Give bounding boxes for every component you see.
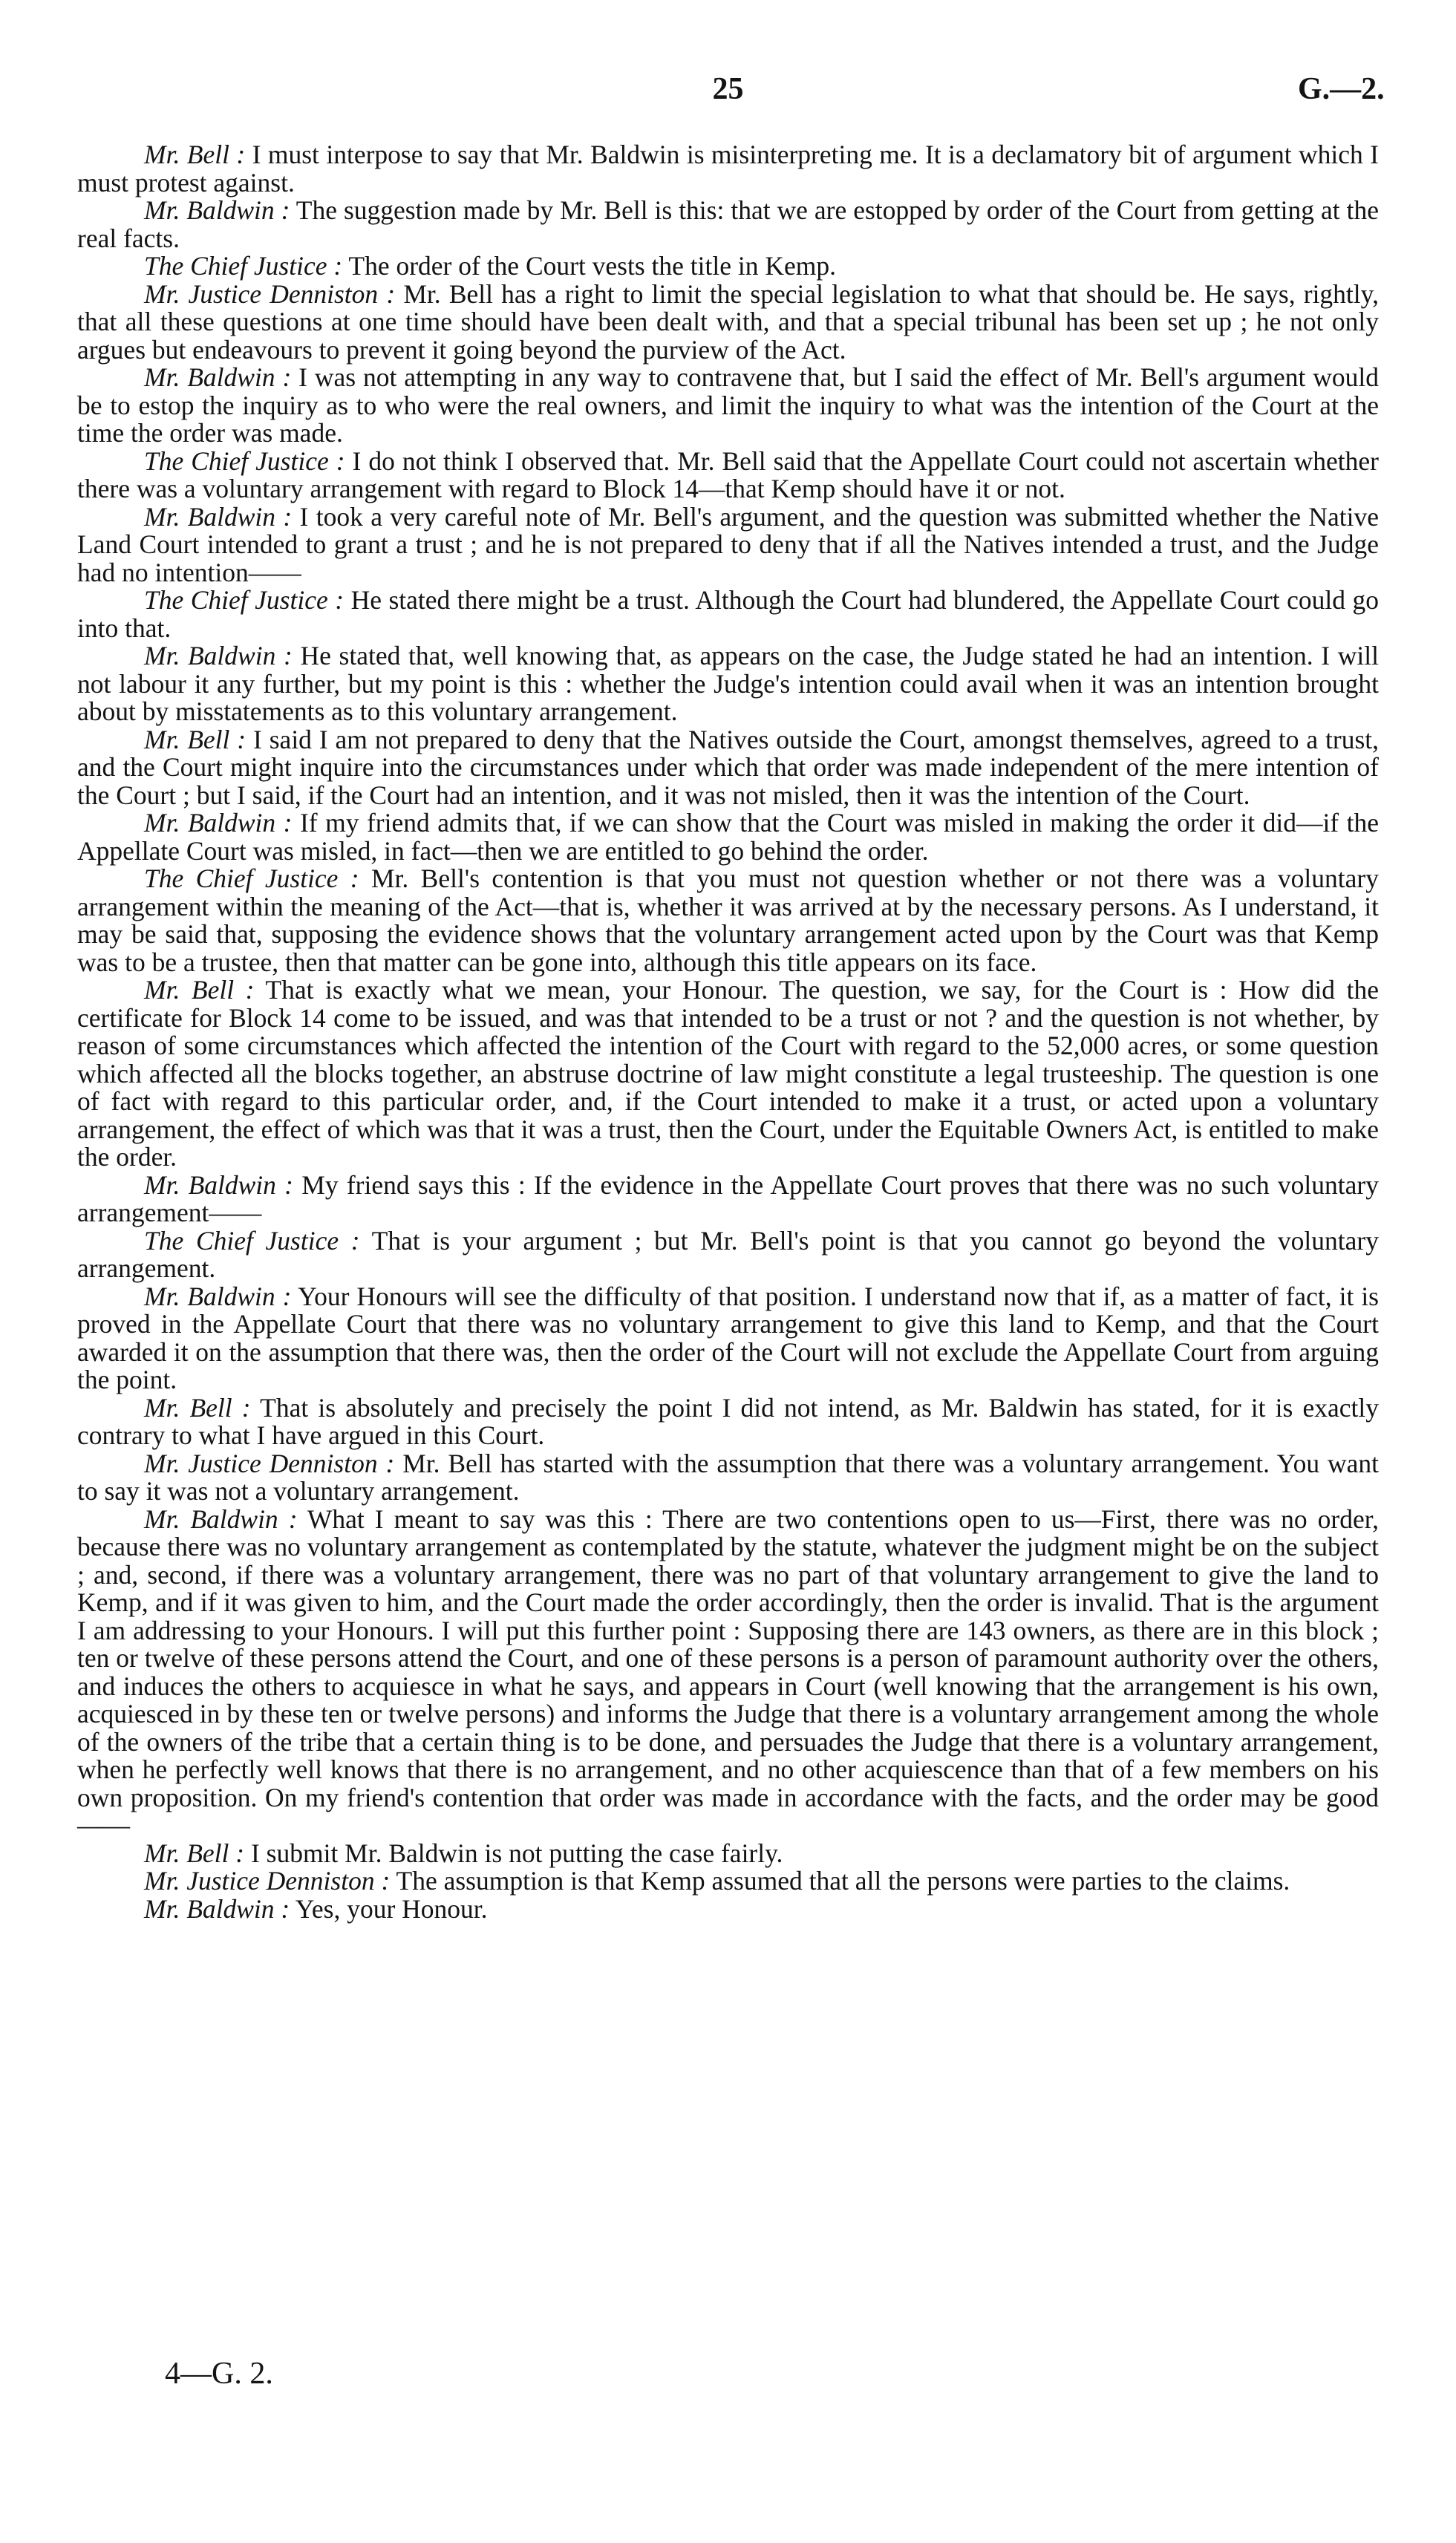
speech-text: That is your argument ; but Mr. Bell's point is that you cannot go beyond the voluntary arrangement. [77,1225,1379,1283]
paragraph [77,726,1379,810]
speech-text: I must interpose to say that Mr. Baldwin is misinterpreting me. It is a declamatory bit of argument which I must protest against. [77,140,1379,198]
speech-text: The assumption is that Kemp assumed that all the persons were parties to the claims. [390,1866,1290,1896]
speech-text: He stated that, well knowing that, as appears on the case, the Judge stated he had an intention. I will not labour it any further, but my point is this : whether the Judge's intention could avail when it was an intention brought about by misstatements as to this voluntary arrangement. [77,641,1379,726]
speaker-name: Mr. Baldwin : [144,362,292,392]
speaker-name: The Chief Justice : [144,251,343,281]
speech-text: Your Honours will see the difficulty of that position. I understand now that if, as a matter of fact, it is proved in the Appellate Court that there was no voluntary arrangement to give this land to Kemp, and that the Court awarded it on the assumption that there was, then the order of the Court will not exclude the Appellate Court from arguing the point. [77,1281,1379,1394]
speaker-name: The Chief Justice : [144,864,359,893]
paragraph [77,809,1379,865]
speech-text: The suggestion made by Mr. Bell is this: that we are estopped by order of the Court from getting at the real facts. [77,195,1379,253]
speaker-name: Mr. Baldwin : [144,1169,294,1200]
speaker-name: Mr. Bell : [144,1838,245,1868]
paragraph [77,642,1379,726]
speech-text: That is exactly what we mean, your Honour. The question, we say, for the Court is : How did the certificate for Block 14 come to be issued, and was that intended to be a trust or not ? and the question is not whether, by reason of some circumstances which affected the intention of the Court with regard to the 52,000 acres, or some question which affected all the blocks together, an abstruse doctrine of law might constitute a legal trusteeship. The question is one of fact with regard to this particular order, and, if the Court intended to make it a trust, or acted upon a voluntary arrangement, the effect of which was that it was a trust, then the Court, under the Equitable Owners Act, is entitled to make the order. [77,975,1379,1172]
paragraph [77,445,1379,503]
speaker-name: The Chief Justice : [144,445,345,476]
page-number: 25 [712,72,744,106]
paragraph [77,141,1379,197]
paragraph [77,587,1379,642]
speaker-name: Mr. Bell : [144,975,255,1005]
speech-text: Mr. Bell's contention is that you must not question whether or not there was a voluntary arrangement within the meaning of the Act—that is, whether it was arrived at by the necessary persons. As I understand, it may be said that, supposing the evidence shows that the voluntary arrangement acted upon by the Court was that Kemp was to be a trustee, then that matter can be gone into, although this title appears on its face. [77,864,1379,977]
speaker-name: Mr. Baldwin : [144,501,293,532]
speaker-name: Mr. Baldwin : [144,1504,298,1534]
speaker-name: Mr. Bell : [144,140,246,169]
paragraph [77,503,1379,587]
speech-text: I took a very careful note of Mr. Bell's argument, and the question was submitted whether the Native Land Court intended to grant a trust ; and he is not prepared to deny that if all the Natives intended a trust, and the Judge had no intention—— [77,501,1379,587]
speech-text: That is absolutely and precisely the point I did not intend, as Mr. Baldwin has stated, for it is exactly contrary to what I have argued in this Court. [77,1392,1379,1450]
transcript-body [77,141,1379,1923]
speaker-name: Mr. Baldwin : [144,1281,292,1311]
paragraph [77,1450,1379,1506]
paragraph [77,1283,1379,1394]
paragraph [77,364,1379,448]
paragraph [77,197,1379,252]
paragraph [77,865,1379,976]
speech-text: If my friend admits that, if we can show that the Court was misled in making the order it did—if the Appellate Court was misled, in fact—then we are entitled to go behind the order. [77,808,1379,866]
speech-text: Yes, your Honour. [290,1893,488,1924]
speaker-name: Mr. Justice Denniston : [144,1866,391,1896]
signature-mark: 4—G. 2. [165,2357,273,2391]
speech-text: What I meant to say was this : There are two contentions open to us—First, there was no order, because there was no voluntary arrangement as contemplated by the statute, whatever the judgment might be on the subject ; and, second, if there was a voluntary arrangement, there was no part of that voluntary arrangement to give the land to Kemp, and if it was given to him, and the Court made the order accordingly, then the order is invalid. That is the argument I am addressing to your Honours. I will put this further point : Supposing there are 143 owners, as there are in this block ; ten or twelve of these persons attend the Court, and one of these persons is a person of paramount authority over the others, and induces the others to acquiesce in what he says, and appears in Court (well knowing that the arrangement is his own, acquiesced in by these ten or twelve persons) and informs the Judge that there is a voluntary arrangement among the whole of the owners of the tribe that a certain thing is to be done, and persuades the Judge that there is a voluntary arrangement, when he perfectly well knows that there is no arrangement, and no other acquiescence than that of a few members on his own proposition. On my friend's contention that order was made in accordance with the facts, and the order may be good—— [77,1504,1379,1840]
speech-text: Mr. Bell has started with the assumption that there was a voluntary arrangement. You want to say it was not a voluntary arrangement. [77,1448,1379,1506]
paragraph [77,976,1379,1172]
speaker-name: Mr. Baldwin : [144,808,293,838]
speaker-name: The Chief Justice : [144,1225,360,1256]
paragraph [77,1840,1379,1868]
speaker-name: Mr. Bell : [144,724,247,754]
speaker-name: Mr. Bell : [144,1392,251,1423]
speaker-name: Mr. Justice Denniston : [144,278,396,309]
speech-text: Mr. Bell has a right to limit the special legislation to what that should be. He says, rightly, that all these questions at one time should have been dealt with, and that a special tribunal has been set up ; he not only argues but endeavours to prevent it going beyond the purview of the Act. [77,278,1379,365]
speech-text: I said I am not prepared to deny that the Natives outside the Court, amongst themselves, agreed to a trust, and the Court might inquire into the circumstances under which that order was made independent of the mere intention of the Court ; but I said, if the Court had an intention, and it was not misled, then it was the intention of the Court. [77,724,1379,810]
paragraph [77,278,1379,365]
paragraph [77,1169,1379,1227]
paragraph [77,1227,1379,1283]
speaker-name: The Chief Justice : [144,585,345,615]
speech-text: I was not attempting in any way to contravene that, but I said the effect of Mr. Bell's argument would be to estop the inquiry as to who were the real owners, and limit the inquiry to what was the intention of the Court at the time the order was made. [77,362,1379,448]
speaker-name: Mr. Baldwin : [144,1893,290,1924]
speech-text: I do not think I observed that. Mr. Bell said that the Appellate Court could not ascertain whether there was a voluntary arrangement with regard to Block 14—that Kemp should have it or not. [77,445,1379,503]
paragraph [77,1506,1379,1840]
document-code: G.—2. [1298,72,1385,106]
paragraph [77,1867,1379,1896]
speaker-name: Mr. Baldwin : [144,195,290,225]
speech-text: My friend says this : If the evidence in the Appellate Court proves that there was no such voluntary arrangement—— [77,1169,1379,1227]
speech-text: I submit Mr. Baldwin is not putting the case fairly. [244,1838,783,1868]
speaker-name: Mr. Justice Denniston : [144,1448,395,1478]
speech-text: He stated there might be a trust. Although the Court had blundered, the Appellate Court could go into that. [77,585,1379,643]
paragraph [77,1893,1379,1924]
paragraph [77,1394,1379,1450]
speech-text: The order of the Court vests the title in Kemp. [342,251,836,281]
paragraph [77,252,1379,281]
speaker-name: Mr. Baldwin : [144,641,293,670]
